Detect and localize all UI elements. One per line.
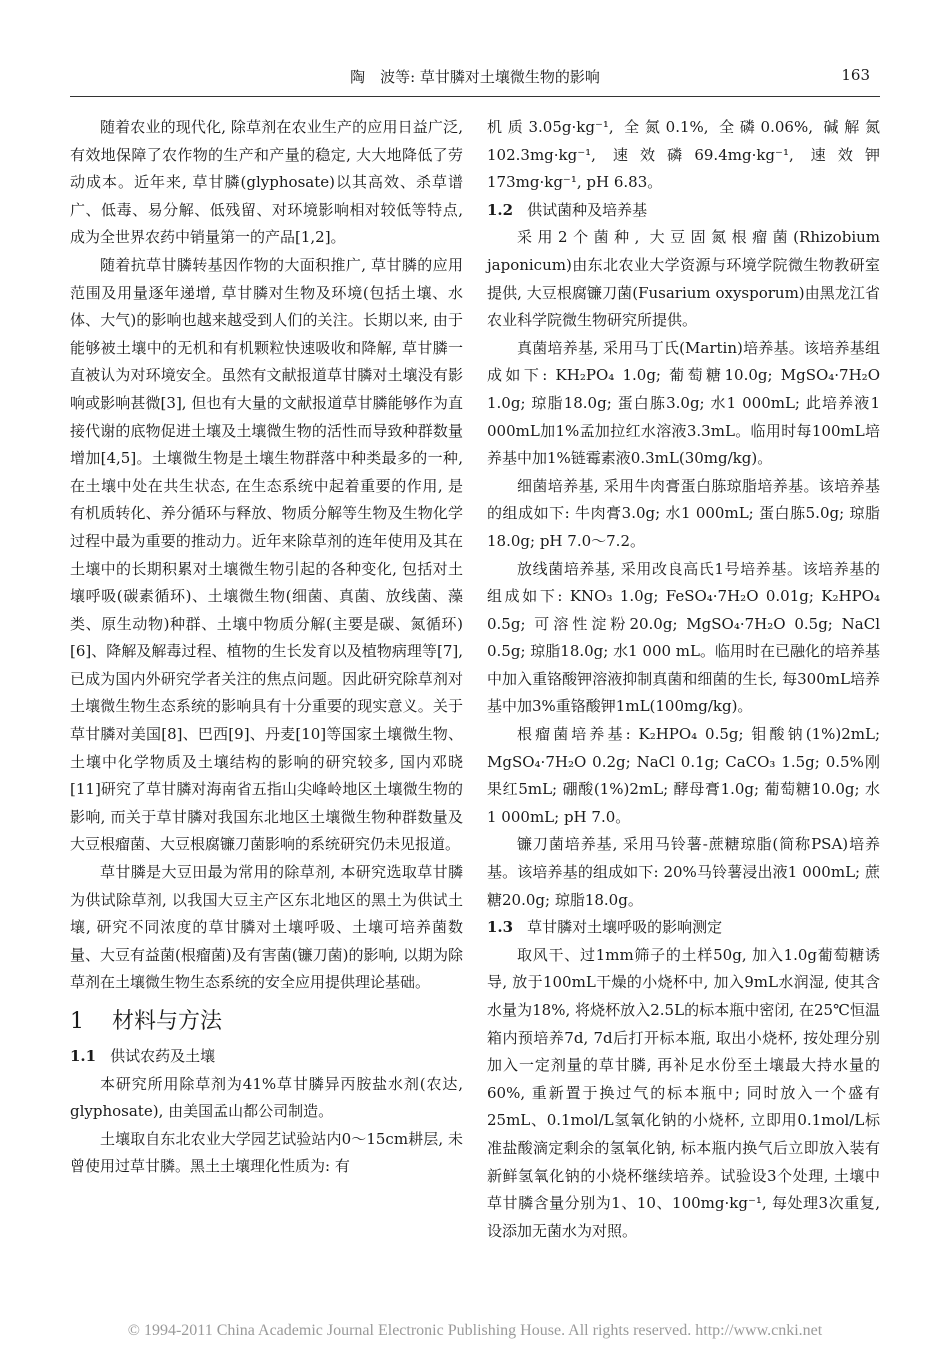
header-rule (70, 96, 880, 97)
subsection-heading-1-2 (487, 197, 880, 225)
actinomycete-medium-paragraph: 放线菌培养基, 采用改良高氏1号培养基。该培养基的组成如下: KNO₃ 1.0g; FeSO₄·7H₂O 0.01g; K₂HPO₄ 0.5g; 可溶性淀粉20.0g; MgSO₄·7H₂O 0.5g; NaCl 0.5g; 琼脂18.0g; 水1 000 mL。临用时在已融化的培养基中加入重铬酸钾溶液抑制真菌和细菌的生长, 每300mL培养基中加3%重铬酸钾1mL(100mg/kg)。 (487, 559, 880, 716)
section-number: 1 (70, 1009, 84, 1034)
subsection-heading-1-3 (487, 914, 880, 942)
subsection-title: 草甘膦对土壤呼吸的影响测定 (527, 918, 723, 937)
subsection-number: 1.2 (487, 200, 514, 219)
subsection-heading-1-1 (70, 1043, 463, 1071)
subsection-number: 1.3 (487, 918, 514, 937)
running-header (0, 66, 950, 90)
herbicide-paragraph: 本研究所用除草剂为41%草甘膦异丙胺盐水剂(农达, glyphosate), 由美国孟山都公司制造。 (70, 1074, 463, 1121)
intro-paragraph-3: 草甘膦是大豆田最为常用的除草剂, 本研究选取草甘膦为供试除草剂, 以我国大豆主产区东北地区的黑土为供试土壤, 研究不同浓度的草甘膦对土壤呼吸、土壤可培养菌数量、大豆有益菌(根瘤菌)及有害菌(镰刀菌)的影响, 以期为除草剂在土壤微生物生态系统的安全应用提供理论基础。 (70, 863, 463, 992)
copyright-footer: © 1994-2011 China Academic Journal Electronic Publishing House. All rights reserved. http://www.cnki.net (127, 1322, 823, 1339)
strains-paragraph: 采用2个菌种, 大豆固氮根瘤菌(Rhizobium japonicum)由东北农业大学资源与环境学院微生物教研室提供, 大豆根腐镰刀菌(Fusarium oxysporum)由黑龙江省农业科学院微生物研究所提供。 (487, 228, 880, 330)
section-title: 材料与方法 (112, 1009, 223, 1034)
running-title: 陶 波等: 草甘膦对土壤微生物的影响 (350, 68, 600, 86)
subsection-title: 供试农药及土壤 (110, 1047, 216, 1065)
bacteria-medium-paragraph: 细菌培养基, 采用牛肉膏蛋白胨琼脂培养基。该培养基的组成如下: 牛肉膏3.0g; 水1 000mL; 蛋白胨5.0g; 琼脂18.0g; pH 7.0～7.2。 (487, 476, 880, 550)
intro-paragraph-1: 随着农业的现代化, 除草剂在农业生产的应用日益广泛, 有效地保障了农作物的生产和产量的稳定, 大大地降低了劳动成本。近年来, 草甘膦(glyphosate)以其高效、杀草谱广、低毒、易分解、低残留、对环境影响相对较低等特点, 成为全世界农药中销量第一的产品[1,2]。 (70, 118, 463, 247)
soil-paragraph: 土壤取自东北农业大学园艺试验站内0～15cm耕层, 未曾使用过草甘膦。黑土土壤理化性质为: 有 (70, 1129, 463, 1176)
section-heading-1 (70, 1007, 463, 1037)
soil-properties-paragraph: 机质3.05g·kg⁻¹, 全氮0.1%, 全磷0.06%, 碱解氮102.3mg·kg⁻¹, 速效磷69.4mg·kg⁻¹, 速效钾173mg·kg⁻¹, pH 6.83。 (487, 118, 880, 192)
right-column (487, 114, 880, 1245)
intro-paragraph-2: 随着抗草甘膦转基因作物的大面积推广, 草甘膦的应用范围及用量逐年递增, 草甘膦对生物及环境(包括土壤、水体、大气)的影响也越来越受到人们的关注。长期以来, 由于能够被土壤中的无机和有机颗粒快速吸收和降解, 草甘膦一直被认为对环境安全。虽然有文献报道草甘膦对土壤没有影响或影响甚微[3], 但也有大量的文献报道草甘膦能够作为直接代谢的底物促进土壤及土壤微生物的活性而导致种群数量增加[4,5]。土壤微生物是土壤生物群落中种类最多的一种, 在土壤中处在共生状态, 在生态系统中起着重要的作用, 是有机质转化、养分循环与释放、物质分解等生物及生物化学过程中最为重要的推动力。近年来除草剂的连年使用及其在土壤中的长期积累对土壤微生物引起的各种变化, 包括对土壤呼吸(碳素循环)、土壤微生物(细菌、真菌、放线菌、藻类、原生动物)种群、土壤中物质分解(主要是碳、氮循环)[6]、降解及解毒过程、植物的生长发育以及植物病理等[7], 已成为国内外研究学者关注的焦点问题。因此研究除草剂对土壤微生物生态系统的影响具有十分重要的现实意义。关于草甘膦对美国[8]、巴西[9]、丹麦[10]等国家土壤微生物、土壤中化学物质及土壤结构的影响的研究较多, 国内邓晓[11]研究了草甘膦对海南省五指山尖峰岭地区土壤微生物的影响, 而关于草甘膦对我国东北地区土壤微生物种群数量及大豆根瘤菌、大豆根腐镰刀菌影响的系统研究仍未见报道。 (70, 255, 463, 854)
left-column (70, 114, 463, 1181)
fungi-medium-paragraph: 真菌培养基, 采用马丁氏(Martin)培养基。该培养基组成如下: KH₂PO₄ 1.0g; 葡萄糖10.0g; MgSO₄·7H₂O 1.0g; 琼脂18.0g; 蛋白胨3.0g; 水1 000mL; 此培养液1 000mL加1%孟加拉红水溶液3.3mL。临用时每100mL培养基中加1%链霉素液0.3mL(30mg/kg)。 (487, 338, 880, 468)
respiration-method-paragraph: 取风干、过1mm筛子的土样50g, 加入1.0g葡萄糖诱导, 放于100mL干燥的小烧杯中, 加入9mL水润湿, 使其含水量为18%, 将烧杯放入2.5L的标本瓶中密闭, 在25℃恒温箱内预培养7d, 7d后打开标本瓶, 取出小烧杯, 按处理分别加入一定剂量的草甘膦, 再补足水份至土壤最大持水量的60%, 重新置于换过气的标本瓶中; 同时放入一个盛有25mL、0.1mol/L氢氧化钠的小烧杯, 立即用0.1mol/L标准盐酸滴定剩余的氢氧化钠, 标本瓶内换气后立即放入装有新鲜氢氧化钠的小烧杯继续培养。试验设3个处理, 土壤中草甘膦含量分别为1、10、100mg·kg⁻¹, 每处理3次重复, 设添加无菌水为对照。 (487, 945, 880, 1240)
page-number: 163 (841, 66, 870, 84)
subsection-number: 1.1 (70, 1047, 97, 1065)
rhizobium-medium-paragraph: 根瘤菌培养基: K₂HPO₄ 0.5g; 钼酸钠(1%)2mL; MgSO₄·7H₂O 0.2g; NaCl 0.1g; CaCO₃ 1.5g; 0.5%刚果红5mL; 硼酸(1%)2mL; 酵母膏1.0g; 葡萄糖10.0g; 水1 000mL; pH 7.0。 (487, 725, 880, 826)
fusarium-medium-paragraph: 镰刀菌培养基, 采用马铃薯-蔗糖琼脂(简称PSA)培养基。该培养基的组成如下: 20%马铃薯浸出液1 000mL; 蔗糖20.0g; 琼脂18.0g。 (487, 835, 880, 909)
subsection-title: 供试菌种及培养基 (527, 200, 648, 219)
